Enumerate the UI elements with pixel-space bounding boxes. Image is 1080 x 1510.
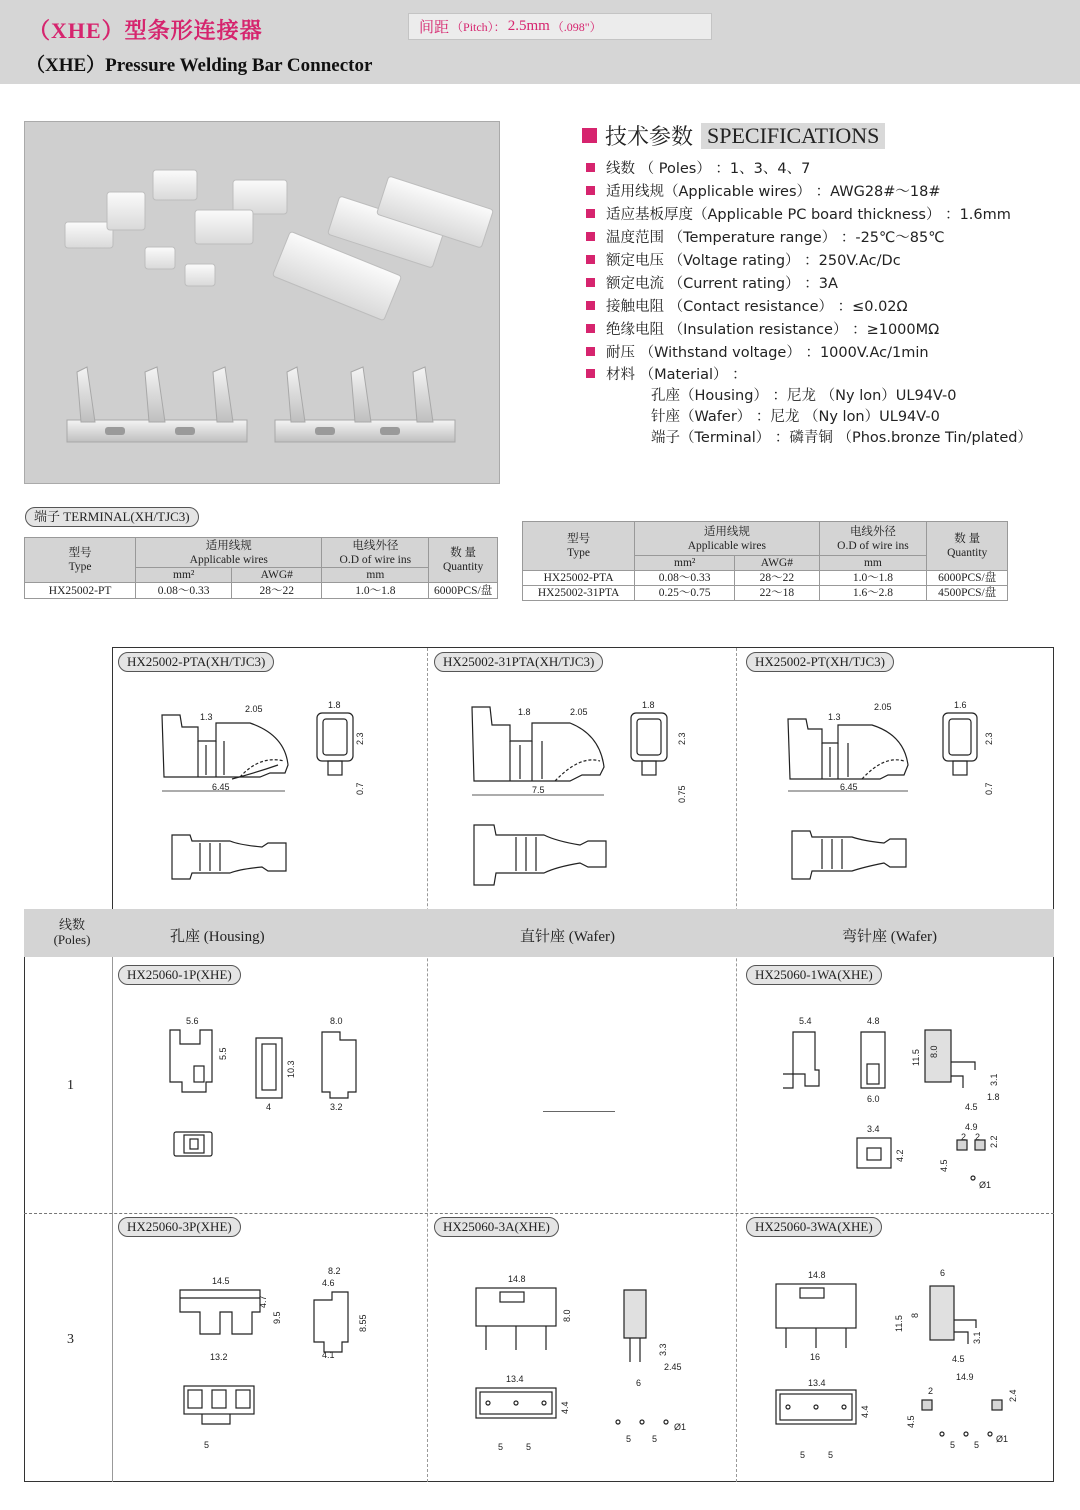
svg-text:4.5: 4.5: [965, 1102, 978, 1112]
table-row: HX25002-PT 0.08～0.33 28～22 1.0～1.8 6000PCS/盘: [25, 583, 498, 599]
terminal-pt-tag: HX25002-PT(XH/TJC3): [746, 652, 894, 672]
terminal-pta-tag: HX25002-PTA(XH/TJC3): [118, 652, 274, 672]
table-row: HX25002-31PTA 0.25～0.75 22～18 1.6～2.8 4500PCS/盘: [523, 586, 1008, 601]
svg-text:5: 5: [204, 1440, 210, 1450]
svg-text:6: 6: [940, 1268, 946, 1278]
svg-text:9.5: 9.5: [272, 1311, 282, 1324]
terminal-drawing-pta: [150, 695, 390, 890]
spec-heading: [582, 120, 885, 151]
svg-text:14.5: 14.5: [212, 1276, 230, 1286]
svg-text:1.6: 1.6: [954, 700, 967, 710]
page-title-en: （XHE）Pressure Welding Bar Connector: [26, 55, 373, 76]
bullet-square-icon: [586, 186, 595, 195]
spec-row: 额定电压 （Voltage rating） ：250V.Ac/Dc: [586, 249, 901, 270]
svg-text:6: 6: [636, 1378, 642, 1388]
svg-text:4.6: 4.6: [322, 1278, 335, 1288]
bullet-square-icon: [586, 301, 595, 310]
housing-1p-drawing: [160, 1010, 360, 1160]
spec-title-cn: 技术参数: [605, 125, 694, 150]
spec-row: 绝缘电阻 （Insulation resistance） ：≥1000MΩ: [586, 318, 939, 339]
svg-text:5: 5: [526, 1442, 532, 1452]
wafer-3a-drawing: [470, 1262, 710, 1472]
svg-text:8.0: 8.0: [929, 1045, 939, 1058]
bullet-square-icon: [586, 209, 595, 218]
svg-text:6.45: 6.45: [212, 782, 230, 792]
svg-text:3.1: 3.1: [972, 1331, 982, 1344]
bullet-square-icon: [586, 232, 595, 241]
svg-text:2.05: 2.05: [570, 707, 588, 717]
poles-header: 线数 (Poles): [53, 917, 91, 947]
svg-text:13.2: 13.2: [210, 1352, 228, 1362]
terminal-tag: 端子 TERMINAL(XH/TJC3): [25, 507, 199, 527]
svg-text:3.3: 3.3: [658, 1343, 668, 1356]
svg-text:2.45: 2.45: [664, 1362, 682, 1372]
svg-text:4.7: 4.7: [258, 1295, 268, 1308]
pitch-inch: （.098"）: [551, 20, 602, 34]
spec-row: 额定电流 （Current rating） ：3A: [586, 272, 838, 293]
terminal-table-2: 型号 Type 适用线规 Applicable wires 电线外径 O.D of wire ins 数 量 Quantity mm² AWG# mm HX25002-PTA 0.08～0.33 28～22 1.0～1.8 6000PCS/盘 HX25002-31PTA 0.25～0.75 22～18 1.6～2.8 4500PCS/盘: [522, 521, 1008, 601]
svg-text:0.7: 0.7: [355, 782, 365, 795]
pole-count-1: 1: [67, 1078, 74, 1093]
svg-text:4.4: 4.4: [860, 1405, 870, 1418]
svg-text:5: 5: [498, 1442, 504, 1452]
svg-text:11.5: 11.5: [911, 1049, 921, 1066]
svg-text:14.8: 14.8: [508, 1274, 526, 1284]
svg-text:3.4: 3.4: [867, 1124, 880, 1134]
bullet-square-icon: [582, 128, 597, 143]
svg-text:2.2: 2.2: [989, 1135, 999, 1148]
terminal-table-1: 型号 Type 适用线规 Applicable wires 电线外径 O.D of wire ins 数 量 Quantity mm² AWG# mm HX25002-PT 0.08～0.33 28～22 1.0～1.8 6000PCS/盘: [24, 537, 498, 599]
bullet-square-icon: [586, 369, 595, 378]
svg-text:6.45: 6.45: [840, 782, 858, 792]
svg-text:4: 4: [266, 1102, 272, 1112]
pitch-label: 间距: [419, 20, 450, 36]
svg-text:1.8: 1.8: [987, 1092, 1000, 1102]
svg-text:5: 5: [652, 1434, 658, 1444]
svg-text:5: 5: [828, 1450, 834, 1460]
svg-text:8.0: 8.0: [330, 1016, 343, 1026]
bullet-square-icon: [586, 255, 595, 264]
spec-row: 适应基板厚度（Applicable PC board thickness） ：1.6mm: [586, 203, 1011, 224]
svg-text:5.6: 5.6: [186, 1016, 199, 1026]
material-housing: 孔座（Housing） ：尼龙 （Ny lon）UL94V-0: [651, 388, 957, 404]
svg-text:4.5: 4.5: [952, 1354, 965, 1364]
part-3p-tag: HX25060-3P(XHE): [118, 1217, 241, 1237]
bullet-square-icon: [586, 278, 595, 287]
spec-row: 线数 （ Poles） ：1、3、4、7: [586, 157, 810, 178]
svg-text:Ø1: Ø1: [979, 1180, 992, 1190]
svg-text:2.3: 2.3: [677, 732, 687, 745]
svg-text:10.3: 10.3: [286, 1060, 296, 1078]
svg-text:8: 8: [910, 1312, 920, 1318]
part-3a-tag: HX25060-3A(XHE): [434, 1217, 559, 1237]
svg-text:Ø1: Ø1: [674, 1422, 687, 1432]
wafer-header: 直针座 (Wafer): [520, 929, 616, 945]
spec-row: 温度范围 （Temperature range） ：-25℃～85℃: [586, 226, 945, 247]
svg-text:1.8: 1.8: [518, 707, 531, 717]
bent-wafer-header: 弯针座 (Wafer): [842, 929, 938, 945]
svg-text:14.8: 14.8: [808, 1270, 826, 1280]
svg-text:4.1: 4.1: [322, 1350, 335, 1360]
svg-text:11.5: 11.5: [894, 1315, 904, 1332]
svg-text:1.8: 1.8: [328, 700, 341, 710]
svg-text:7.5: 7.5: [532, 785, 545, 795]
pole-count-3: 3: [67, 1332, 74, 1347]
terminal-drawing-pt: [776, 695, 1016, 890]
material-terminal: 端子（Terminal） ：磷青铜 （Phos.bronze Tin/plated）: [651, 430, 1032, 446]
pitch-value: 2.5mm: [507, 18, 550, 34]
svg-text:5.5: 5.5: [218, 1047, 228, 1060]
svg-text:5: 5: [950, 1440, 956, 1450]
svg-text:Ø1: Ø1: [996, 1434, 1009, 1444]
svg-text:8.0: 8.0: [562, 1309, 572, 1322]
housing-header: 孔座 (Housing): [170, 929, 265, 945]
bent-wafer-3wa-drawing: [772, 1262, 1022, 1472]
svg-text:1.3: 1.3: [200, 712, 213, 722]
svg-text:2: 2: [975, 1132, 981, 1142]
svg-text:16: 16: [810, 1352, 821, 1362]
part-1wa-tag: HX25060-1WA(XHE): [746, 965, 882, 985]
material-wafer: 针座（Wafer） ：尼龙 （Ny lon）UL94V-0: [651, 409, 940, 425]
spec-row: 接触电阻 （Contact resistance） ：≤0.02Ω: [586, 295, 908, 316]
bullet-square-icon: [586, 324, 595, 333]
svg-text:2: 2: [928, 1386, 934, 1396]
svg-text:3.2: 3.2: [330, 1102, 343, 1112]
svg-text:5: 5: [800, 1450, 806, 1460]
product-photo-illustration: [25, 122, 499, 483]
pitch-en: （Pitch）：: [451, 20, 506, 34]
bent-wafer-1wa-drawing: [775, 1010, 1015, 1200]
bullet-square-icon: [586, 163, 595, 172]
svg-text:2: 2: [961, 1132, 967, 1142]
spec-row: 适用线规（Applicable wires） ：AWG28#～18#: [586, 180, 941, 201]
svg-text:2.4: 2.4: [1008, 1389, 1018, 1402]
pitch-box: [408, 13, 712, 40]
bullet-square-icon: [586, 347, 595, 356]
terminal-drawing-31pta: [460, 695, 700, 890]
svg-text:0.7: 0.7: [984, 782, 994, 795]
svg-text:1.3: 1.3: [828, 712, 841, 722]
svg-text:2.3: 2.3: [984, 732, 994, 745]
svg-text:4.5: 4.5: [906, 1415, 916, 1428]
svg-text:2.05: 2.05: [874, 702, 892, 712]
product-photo: [24, 121, 500, 484]
svg-text:5: 5: [974, 1440, 980, 1450]
svg-text:4.4: 4.4: [560, 1401, 570, 1414]
svg-text:4.9: 4.9: [965, 1122, 978, 1132]
svg-text:0.75: 0.75: [677, 785, 687, 803]
svg-text:8.55: 8.55: [358, 1314, 368, 1332]
no-wafer-line: [543, 1111, 615, 1112]
svg-text:4.5: 4.5: [939, 1159, 949, 1172]
svg-text:8.2: 8.2: [328, 1266, 341, 1276]
svg-text:13.4: 13.4: [808, 1378, 826, 1388]
svg-text:5.4: 5.4: [799, 1016, 812, 1026]
frame-divider: [112, 647, 113, 909]
svg-text:4.8: 4.8: [867, 1016, 880, 1026]
spec-title-en: SPECIFICATIONS: [701, 123, 885, 149]
svg-text:2.05: 2.05: [245, 704, 263, 714]
housing-3p-drawing: [170, 1262, 390, 1457]
svg-text:13.4: 13.4: [506, 1374, 524, 1384]
spec-row: 材料 （Material） ：: [586, 363, 747, 384]
svg-text:1.8: 1.8: [642, 700, 655, 710]
svg-text:5: 5: [626, 1434, 632, 1444]
svg-text:4.2: 4.2: [895, 1149, 905, 1162]
svg-text:2.3: 2.3: [355, 732, 365, 745]
svg-text:6.0: 6.0: [867, 1094, 880, 1104]
svg-text:14.9: 14.9: [956, 1372, 974, 1382]
terminal-31pta-tag: HX25002-31PTA(XH/TJC3): [434, 652, 603, 672]
part-1p-tag: HX25060-1P(XHE): [118, 965, 241, 985]
spec-row: 耐压 （Withstand voltage） ：1000V.Ac/1min: [586, 341, 929, 362]
page-title-cn: （XHE）型条形连接器: [28, 18, 263, 43]
table-row: HX25002-PTA 0.08～0.33 28～22 1.0～1.8 6000PCS/盘: [523, 571, 1008, 586]
svg-text:3.1: 3.1: [989, 1073, 999, 1086]
part-3wa-tag: HX25060-3WA(XHE): [746, 1217, 882, 1237]
